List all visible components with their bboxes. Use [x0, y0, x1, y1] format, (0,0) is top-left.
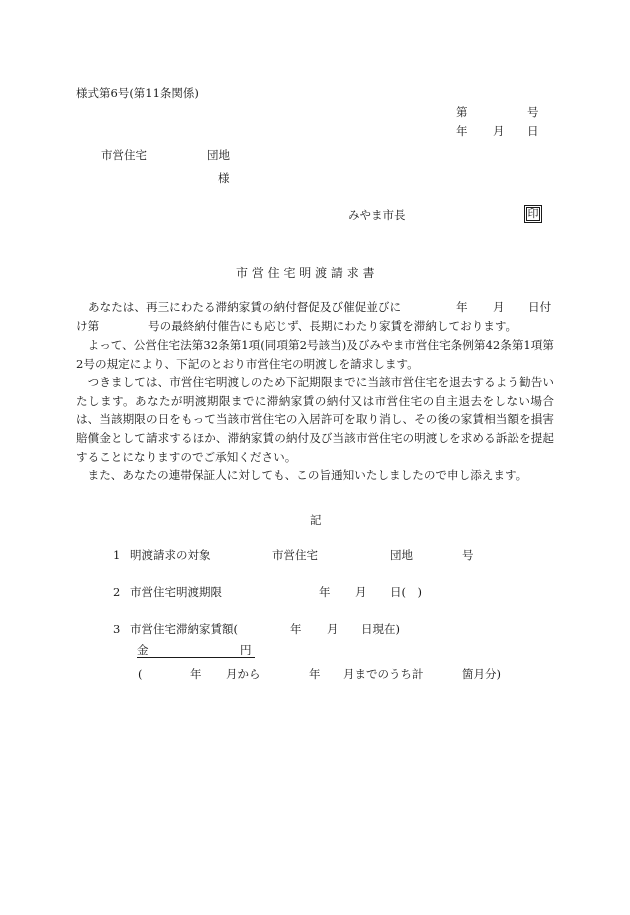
item3-number: 3 [113, 622, 121, 636]
header-tsuki: 月 [493, 124, 505, 138]
item1-housing: 市営住宅 [272, 548, 318, 562]
item3-label: 市営住宅滞納家賃額( [130, 622, 238, 636]
document-title: 市 営 住 宅 明 渡 請 求 書 [236, 266, 375, 280]
header-go: 号 [527, 105, 539, 119]
header-hi: 日 [527, 124, 539, 138]
addressee-sama: 様 [218, 171, 230, 185]
body-paragraph-3: つきましては、市営住宅明渡しのため下記期限までに当該市営住宅を退去するよう勧告いたします。あなたが明渡期限までに滞納家賃の納付又は市営住宅の自主退去をしない場合は、当該期限の日をもって当該市営住宅の入居許可を取り消し、その後の家賃相当額を損害賠償金として請求するほか、滞納家賃の納付及び当該市営住宅の明渡しを求める訴訟を提起することになりますのでご承知ください。 [76, 375, 554, 464]
body-paragraph-2: よって、公営住宅法第32条第1項(同項第2号該当)及びみやま市営住宅条例第42条第1項第2号の規定により、下記のとおり市営住宅の明渡しを請求します。 [76, 338, 554, 371]
sender-mayor: みやま市長 [348, 208, 406, 222]
body-p1-line1: あなたは、再三にわたる滞納家賃の納付督促及び催促並びに [88, 300, 402, 314]
period-tsuki-kara: 月から [226, 667, 261, 681]
item2-tsuki: 月 [355, 585, 367, 599]
seal-mark: 印 [524, 205, 542, 223]
period-nen-1: 年 [190, 667, 202, 681]
item2-nen: 年 [319, 585, 331, 599]
body-p1-line2a: け第 [76, 319, 100, 333]
item2-label: 市営住宅明渡期限 [130, 585, 222, 599]
item3-tsuki: 月 [327, 622, 339, 636]
item1-danchi: 団地 [390, 548, 413, 562]
period-kagetsu: 箇月分) [462, 667, 501, 681]
body-p1-hizuke: 日付 [528, 300, 552, 314]
period-nen-2: 年 [309, 667, 321, 681]
header-dai: 第 [456, 105, 468, 119]
addressee-danchi: 団地 [207, 148, 230, 162]
item2-number: 2 [113, 585, 121, 599]
amount-kin: 金 [137, 643, 149, 657]
period-paren-open: ( [138, 667, 143, 681]
header-nen: 年 [456, 124, 468, 138]
item2-hi: 日( ) [390, 585, 422, 599]
period-tsuki-made: 月までのうち計 [343, 667, 424, 681]
item1-number: 1 [113, 548, 121, 562]
body-p1-tsuki: 月 [493, 300, 505, 314]
item1-label: 明渡請求の対象 [130, 548, 211, 562]
form-number: 様式第6号(第11条関係) [76, 86, 199, 100]
item1-go: 号 [462, 548, 474, 562]
body-p1-nen: 年 [456, 300, 468, 314]
amount-en: 円 [240, 643, 252, 657]
amount-underline [137, 643, 255, 658]
item3-hi: 日現在) [361, 622, 400, 636]
ki-heading: 記 [310, 513, 322, 527]
body-text [76, 336, 554, 485]
body-p1-line2b: 号の最終納付催告にも応じず、長期にわたり家賃を滞納しております。 [148, 319, 518, 333]
addressee-housing: 市営住宅 [101, 148, 147, 162]
item3-nen: 年 [290, 622, 302, 636]
body-paragraph-4: また、あなたの連帯保証人に対しても、この旨通知いたしましたので申し添えます。 [87, 468, 528, 483]
